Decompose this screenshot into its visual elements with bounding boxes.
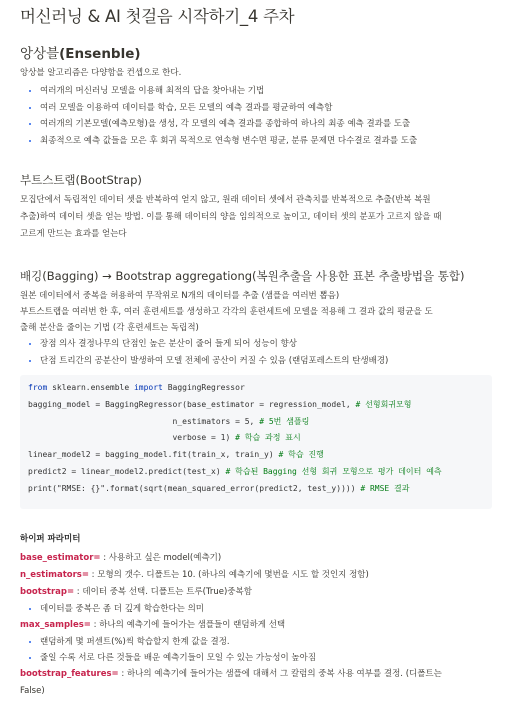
code-keyword: from bbox=[28, 383, 48, 392]
ensemble-intro: 앙상블 알고리즘은 다양함을 컨셉으로 한다. bbox=[20, 68, 182, 78]
param-n-estimators bbox=[20, 567, 492, 584]
bagging-list bbox=[20, 336, 492, 369]
bagging-line: 원본 데이터에서 중복을 허용하여 무작위로 N개의 데이터를 추출 (샘플을 여러번 뽑음) bbox=[20, 291, 340, 301]
max-samples-param-list bbox=[20, 634, 492, 666]
code-comment: # 5번 샘플링 bbox=[259, 416, 310, 426]
code-text: BaggingRegressor bbox=[162, 383, 245, 392]
ensemble-heading-en: (Ensenble) bbox=[59, 46, 141, 62]
bootstrap-line: 고르게 만드는 효과를 얻는다 bbox=[20, 229, 127, 239]
param-desc: : 데이터 중복 선택. 디폴트는 트루(True)중복함 bbox=[74, 587, 252, 597]
param-name: n_estimators= bbox=[20, 570, 89, 580]
param-name: bootstrap_features= bbox=[20, 669, 119, 679]
code-line bbox=[28, 450, 324, 459]
list-item: • 최종적으로 예측 값들을 모은 후 회귀 목적으로 연속형 변수면 평균, 분류 문제면 다수결로 결과를 도출 bbox=[40, 133, 492, 150]
page-title: 머신러닝 & AI 첫걸음 시작하기_4 주차 bbox=[20, 7, 295, 26]
code-comment: # 학습된 Bagging 선형 회귀 모형으로 평가 데이터 예측 bbox=[225, 466, 442, 476]
param-bootstrap-features-tail: False) bbox=[20, 686, 45, 696]
bootstrap-line: 모집단에서 독립적인 데이터 셋을 반복하여 얻지 않고, 원래 데이터 셋에서 관측치를 반복적으로 추출(반복 복원 bbox=[20, 195, 431, 205]
param-desc: : 사용하고 싶은 model(예측기) bbox=[100, 553, 222, 563]
code-text: n_estimators = 5, bbox=[28, 416, 260, 426]
list-item: • 랜덤하게 몇 퍼센트(%)씩 학습할지 한계 값을 결정. bbox=[40, 634, 492, 650]
ensemble-list bbox=[20, 83, 492, 149]
param-name: bootstrap= bbox=[20, 587, 75, 597]
code-text: sklearn.ensemble bbox=[47, 383, 134, 392]
code-text: verbose = 1) bbox=[28, 433, 236, 443]
code-comment: # 학습 진행 bbox=[278, 450, 324, 460]
code-comment: # 선형회귀모형 bbox=[355, 399, 412, 409]
param-name: max_samples= bbox=[20, 620, 91, 630]
code-line bbox=[28, 417, 309, 426]
param-name: base_estimator= bbox=[20, 553, 101, 563]
ensemble-heading bbox=[20, 42, 492, 64]
param-bootstrap-features bbox=[20, 666, 492, 683]
code-line bbox=[28, 383, 245, 392]
list-item: • 단점 트리간의 공분산이 발생하여 모델 전체에 공산이 커질 수 있음 (랜덤포레스트의 탄생배경) bbox=[40, 353, 492, 370]
code-line bbox=[28, 400, 412, 409]
code-keyword: import bbox=[133, 383, 163, 392]
bagging-heading: 배깅(Bagging) → Bootstrap aggregationg(복원추출을 사용한 표본 추출방법을 통합) bbox=[20, 269, 465, 283]
bagging-line: 출해 분산을 줄이는 기법 (각 훈련세트는 독립적) bbox=[20, 323, 199, 333]
bootstrap-heading: 부트스트랩(BootStrap) bbox=[20, 173, 142, 187]
hyperparameter-title: 하이퍼 파라미터 bbox=[20, 534, 81, 544]
bootstrap-param-list bbox=[20, 601, 492, 617]
code-text: print("RMSE: {}".format(sqrt(mean_squared_error(predict2, test_y)))) bbox=[28, 483, 361, 493]
code-line bbox=[28, 433, 301, 442]
list-item: • 여러개의 기본모델(예측모형)을 생성, 각 모델의 예측 결과를 종합하여 하나의 최종 예측 결과를 도출 bbox=[40, 116, 492, 133]
param-max-samples bbox=[20, 617, 492, 634]
bagging-section bbox=[20, 268, 492, 509]
param-desc: : 모형의 갯수. 디폴트는 10. (하나의 예측기에 몇번을 시도 할 것인지 정함) bbox=[88, 570, 369, 580]
code-block bbox=[20, 375, 492, 509]
code-comment: # RMSE 결과 bbox=[360, 483, 410, 493]
code-text: linear_model2 = bagging_model.fit(train_x, train_y) bbox=[28, 450, 279, 460]
list-item: • 여러개의 머신러닝 모델을 이용해 최적의 답을 찾아내는 기법 bbox=[40, 83, 492, 100]
list-item: • 줄일 수록 서로 다른 것들을 배운 예측기들이 모일 수 있는 가능성이 높아짐 bbox=[40, 650, 492, 666]
param-desc: : 하나의 예측기에 들어가는 샘플들이 랜덤하게 선택 bbox=[90, 620, 286, 630]
list-item: • 여러 모델을 이용하여 데이터를 학습, 모든 모델의 예측 결과를 평균하여 예측함 bbox=[40, 100, 492, 117]
param-desc: : 하나의 예측기에 들어가는 샘플에 대해서 그 칼럼의 중복 사용 여부를 결정. (디폴트는 bbox=[118, 669, 442, 679]
code-text: predict2 = linear_model2.predict(test_x) bbox=[28, 466, 226, 476]
code-comment: # 학습 과정 표시 bbox=[235, 433, 301, 443]
hyperparameter-section bbox=[20, 532, 492, 700]
code-text: bagging_model = BaggingRegressor(base_estimator = regression_model, bbox=[28, 399, 356, 409]
ensemble-heading-kr: 앙상블 bbox=[20, 46, 60, 62]
bootstrap-line: 추출)하여 데이터 셋을 얻는 방법. 이를 통해 데이터의 양을 임의적으로 높이고, 데이터 셋의 분포가 고르지 않을 때 bbox=[20, 212, 442, 222]
param-bootstrap bbox=[20, 584, 492, 601]
code-line bbox=[28, 467, 442, 476]
param-base-estimator bbox=[20, 550, 492, 567]
ensemble-section bbox=[20, 36, 492, 149]
bootstrap-section bbox=[20, 172, 492, 243]
code-line bbox=[28, 484, 410, 493]
list-item: • 장점 의사 결정나무의 단점인 높은 분산이 줄어 들게 되어 성능이 향상 bbox=[40, 336, 492, 353]
bagging-line: 부트스트랩을 여러번 한 후, 여러 훈련세트를 생성하고 각각의 훈련세트에 모델을 적용해 그 결과 값의 평균을 도 bbox=[20, 307, 433, 317]
list-item: • 데이터를 중복은 좀 더 깊게 학습한다는 의미 bbox=[40, 601, 492, 617]
